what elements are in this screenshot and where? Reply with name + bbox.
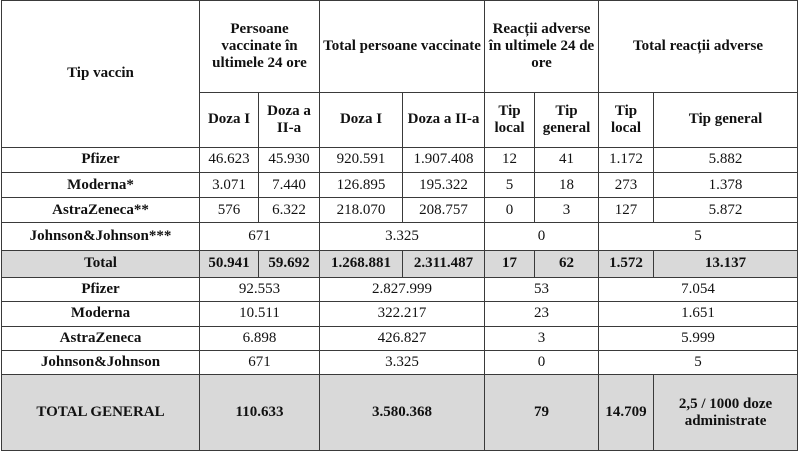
table-row: [2, 302, 798, 326]
tip-local-total-total: 1.572: [599, 250, 654, 277]
tip-general-24h-value: 3: [535, 198, 599, 223]
grand-total-vaccinated-total: 3.580.368: [320, 375, 485, 451]
tip-local-24h-value: 12: [485, 147, 535, 172]
table-row: [2, 326, 798, 350]
vaccinated-24h-value: 6.898: [200, 326, 320, 350]
vaccinated-total-value: 3.325: [320, 223, 485, 250]
header-total-reactii-adverse: Total reacții adverse: [599, 1, 798, 93]
header-tip-vaccin: Tip vaccin: [2, 1, 200, 148]
total-row: [2, 250, 798, 277]
doza-2-24h-value: 6.322: [259, 198, 320, 223]
tip-local-24h-value: 0: [485, 198, 535, 223]
header-tip-general-total: Tip general: [654, 93, 798, 148]
header-doza-2-total: Doza a II-a: [403, 93, 485, 148]
header-doza-2-24h: Doza a II-a: [259, 93, 320, 148]
tip-general-24h-value: 41: [535, 147, 599, 172]
vaccine-name: Johnson&Johnson: [2, 350, 200, 374]
tip-local-total-value: 273: [599, 172, 654, 197]
reactions-total-value: 1.651: [599, 302, 798, 326]
reactions-total-value: 5: [599, 350, 798, 374]
doza-2-total-value: 208.757: [403, 198, 485, 223]
grand-total-reactions-total: 14.709: [599, 375, 654, 451]
reactions-24h-value: 53: [485, 278, 599, 302]
vaccine-name: Moderna: [2, 302, 200, 326]
table-row: [2, 147, 798, 172]
header-reactii-adverse-24h: Reacții adverse în ultimele 24 de ore: [485, 1, 599, 93]
reactions-total-value: 5: [599, 223, 798, 250]
tip-general-total-total: 13.137: [654, 250, 798, 277]
vaccine-name: AstraZeneca: [2, 326, 200, 350]
vaccine-name: Pfizer: [2, 147, 200, 172]
tip-local-total-value: 1.172: [599, 147, 654, 172]
total-label: Total: [2, 250, 200, 277]
table-row: [2, 198, 798, 223]
doza-1-total-total: 1.268.881: [320, 250, 403, 277]
header-total-persoane-vaccinate: Total persoane vaccinate: [320, 1, 485, 93]
reactions-24h-value: 0: [485, 350, 599, 374]
vaccine-name: Pfizer: [2, 278, 200, 302]
tip-local-24h-total: 17: [485, 250, 535, 277]
header-tip-local-total: Tip local: [599, 93, 654, 148]
grand-total-vaccinated-24h: 110.633: [200, 375, 320, 451]
vaccinated-total-value: 322.217: [320, 302, 485, 326]
vaccinated-24h-value: 92.553: [200, 278, 320, 302]
doza-1-24h-value: 46.623: [200, 147, 259, 172]
vaccine-name: AstraZeneca**: [2, 198, 200, 223]
doza-1-24h-value: 576: [200, 198, 259, 223]
tip-general-24h-value: 18: [535, 172, 599, 197]
doza-1-24h-value: 3.071: [200, 172, 259, 197]
reactions-total-value: 7.054: [599, 278, 798, 302]
doza-2-total-value: 1.907.408: [403, 147, 485, 172]
reactions-24h-value: 3: [485, 326, 599, 350]
doza-1-total-value: 920.591: [320, 147, 403, 172]
header-tip-local-24h: Tip local: [485, 93, 535, 148]
doza-2-total-value: 195.322: [403, 172, 485, 197]
doza-1-total-value: 126.895: [320, 172, 403, 197]
vaccinated-24h-value: 671: [200, 223, 320, 250]
tip-general-total-value: 5.882: [654, 147, 798, 172]
reactions-24h-value: 23: [485, 302, 599, 326]
vaccinated-24h-value: 10.511: [200, 302, 320, 326]
tip-general-total-value: 5.872: [654, 198, 798, 223]
header-doza-1-24h: Doza I: [200, 93, 259, 148]
grand-total-label: TOTAL GENERAL: [2, 375, 200, 451]
doza-2-24h-value: 45.930: [259, 147, 320, 172]
doza-1-24h-total: 50.941: [200, 250, 259, 277]
grand-total-rate: 2,5 / 1000 doze administrate: [654, 375, 798, 451]
header-doza-1-total: Doza I: [320, 93, 403, 148]
grand-total-row: [2, 375, 798, 451]
tip-general-total-value: 1.378: [654, 172, 798, 197]
vaccine-name: Johnson&Johnson***: [2, 223, 200, 250]
reactions-24h-value: 0: [485, 223, 599, 250]
vaccination-table: [1, 0, 798, 451]
table-row: [2, 172, 798, 197]
header-row-groups: [2, 1, 798, 93]
tip-local-total-value: 127: [599, 198, 654, 223]
header-tip-general-24h: Tip general: [535, 93, 599, 148]
vaccinated-total-value: 3.325: [320, 350, 485, 374]
reactions-total-value: 5.999: [599, 326, 798, 350]
tip-general-24h-total: 62: [535, 250, 599, 277]
header-persoane-vaccinate-24h: Persoane vaccinate în ultimele 24 ore: [200, 1, 320, 93]
table-row: [2, 350, 798, 374]
vaccinated-total-value: 426.827: [320, 326, 485, 350]
doza-1-total-value: 218.070: [320, 198, 403, 223]
grand-total-reactions-24h: 79: [485, 375, 599, 451]
doza-2-24h-value: 7.440: [259, 172, 320, 197]
table-row: [2, 278, 798, 302]
doza-2-total-total: 2.311.487: [403, 250, 485, 277]
vaccinated-total-value: 2.827.999: [320, 278, 485, 302]
table-row: [2, 223, 798, 250]
vaccinated-24h-value: 671: [200, 350, 320, 374]
doza-2-24h-total: 59.692: [259, 250, 320, 277]
tip-local-24h-value: 5: [485, 172, 535, 197]
vaccine-name: Moderna*: [2, 172, 200, 197]
